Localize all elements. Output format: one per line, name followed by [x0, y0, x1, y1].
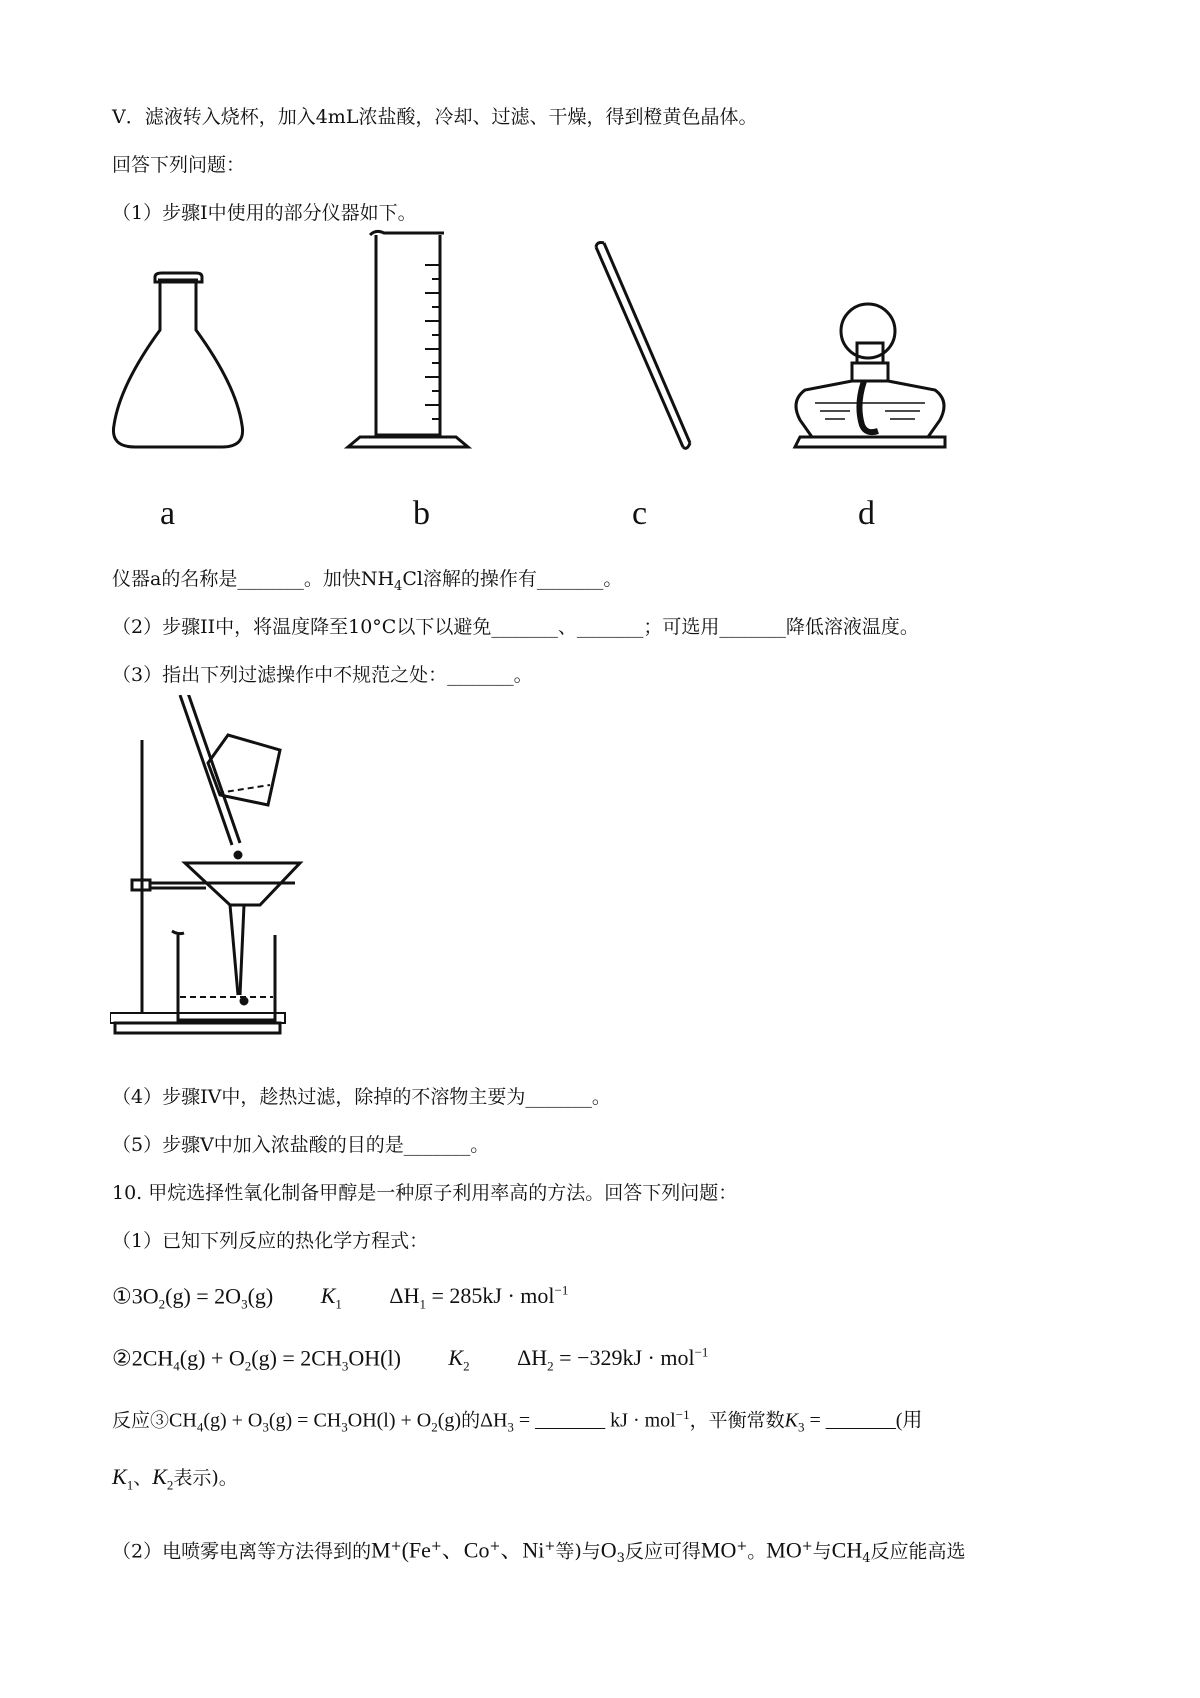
question-1-step1: （1）步骤I中使用的部分仪器如下。 — [112, 202, 417, 224]
question-1-text: 仪器a的名称是_______。加快$NH_4Cl$溶解的操作有_______。 — [112, 568, 623, 594]
question-10-2-text: （2）电喷雾电离等方法得到的M+(Fe+、Co+、Ni+等)与$O_3$反应可得MO+。MO+与$CH_4$反应能高选 — [112, 1537, 966, 1567]
equation-1: $①3O_2(g) = 2O_3(g)$ $K_1$ $\Delta H_1 = 285kJ \cdot mol^{-1}$ — [112, 1283, 569, 1312]
apparatus-figure — [0, 225, 1200, 525]
question-10-intro: 10. 甲烷选择性氧化制备甲醇是一种原子利用率高的方法。回答下列问题： — [112, 1182, 738, 1204]
stand-base-icon — [115, 1023, 280, 1033]
figure-label-d: d — [858, 495, 875, 532]
question-2-text: （2）步骤II中，将温度降至10°C以下以避免_______、_______；可选用_______降低溶液温度。 — [112, 616, 919, 638]
figure-label-a: a — [160, 495, 176, 532]
glass-rod-icon — [596, 243, 690, 449]
question-3-text: （3）指出下列过滤操作中不规范之处：_______。 — [112, 664, 533, 686]
filtration-apparatus-figure — [110, 695, 430, 1035]
text-line-step-v: V．滤液转入烧杯，加入4mL浓盐酸，冷却、过滤、干燥，得到橙黄色晶体。 — [112, 106, 758, 128]
equation-3: 反应$③CH_4(g) + O_3(g) = CH_3OH(l) + O_2(g)$的$\Delta H_3$ = _______ kJ · mol$^{-1}$，平衡常数$K_3$ = _______(用 — [112, 1407, 923, 1435]
question-10-1-text: （1）已知下列反应的热化学方程式： — [112, 1230, 429, 1252]
text-line-answer-prompt: 回答下列问题： — [112, 154, 246, 176]
graduated-cylinder-icon — [348, 231, 468, 447]
figure-label-b: b — [413, 495, 430, 532]
alcohol-lamp-icon — [795, 304, 945, 447]
equation-3-continued: $K_1$、$K_2$表示)。 — [112, 1464, 238, 1493]
erlenmeyer-flask-icon — [113, 273, 242, 447]
question-5-text: （5）步骤V中加入浓盐酸的目的是_______。 — [112, 1134, 490, 1156]
question-4-text: （4）步骤IV中，趁热过滤，除掉的不溶物主要为_______。 — [112, 1086, 611, 1108]
figure-label-c: c — [632, 495, 648, 532]
equation-2: $②2CH_4(g) + O_2(g) = 2CH_3OH(l)$ $K_2$ $\Delta H_2 = -329kJ \cdot mol^{-1}$ — [112, 1345, 709, 1374]
